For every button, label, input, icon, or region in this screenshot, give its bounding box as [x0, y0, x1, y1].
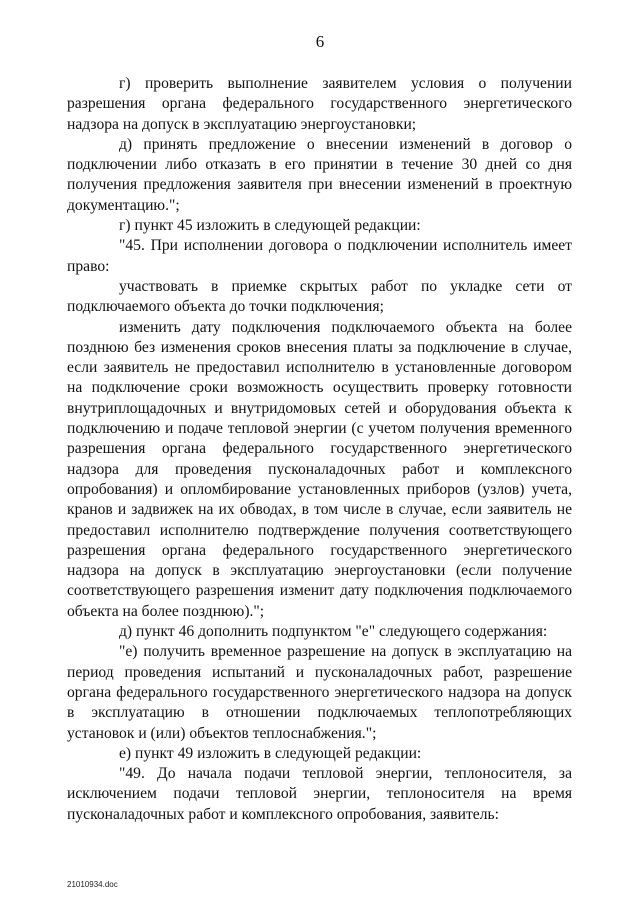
paragraph-item-45-intro: "45. При исполнении договора о подключении исполнитель имеет право: — [67, 237, 572, 275]
paragraph-change-date: изменить дату подключения подключаемого объекта на более позднюю без изменения сроков внесения платы за подключение в случае, если заявитель не предоставил исполнителю в установленные договором на подключение сроки возможность осуществить проверку готовности внутриплощадочных и внутридомовых сетей и оборудования объекта к подключению и подаче тепловой энергии (с учетом получения временного разрешения органа федерального государственного энергетического надзора для проведения пусконаладочных работ и комплексного опробования) и опломбирование установленных приборов (узлов) учета, кранов и задвижек на их обводах, в том числе в случае, если заявитель не предоставил исполнителю подтверждение получения соответствующего разрешения органа федерального государственного энергетического надзора на допуск в эксплуатацию энергоустановки (если получение соответствующего разрешения изменит дату подключения подключаемого объекта на более позднюю)."; — [67, 318, 572, 620]
paragraph-d-accept-changes: д) принять предложение о внесении изменений в договор о подключении либо отказать в его принятии в течение 30 дней со дня получения предложения заявителя при внесении изменений в проектную документацию."; — [67, 135, 572, 214]
document-body — [67, 74, 572, 825]
paragraph-g-check-permit: г) проверить выполнение заявителем условия о получении разрешения органа федерального государственного энергетического надзора на допуск в эксплуатацию энергоустановки; — [67, 75, 572, 133]
paragraph-e-temporary-permit: "е) получить временное разрешение на допуск в эксплуатацию на период проведения испытаний и пусконаладочных работ, разрешение органа федерального государственного энергетического надзора на допуск в эксплуатацию в отношении подключаемых теплопотребляющих установок и (или) объектов теплоснабжения."; — [67, 643, 572, 742]
document-filename: 21010934.doc — [67, 880, 118, 889]
paragraph-d-item-46: д) пункт 46 дополнить подпунктом "е" следующего содержания: — [119, 623, 548, 641]
page-number: 6 — [315, 32, 325, 51]
paragraph-g-item-45: г) пункт 45 изложить в следующей редакции: — [119, 217, 421, 235]
paragraph-e-item-49: е) пункт 49 изложить в следующей редакции: — [119, 744, 422, 762]
paragraph-participate: участвовать в приемке скрытых работ по укладке сети от подключаемого объекта до точки подключения; — [67, 277, 572, 316]
paragraph-item-49-intro: "49. До начала подачи тепловой энергии, теплоносителя, за исключением подачи тепловой энергии, теплоносителя на время пусконаладочных работ и комплексного опробования, заявитель: — [67, 765, 572, 823]
